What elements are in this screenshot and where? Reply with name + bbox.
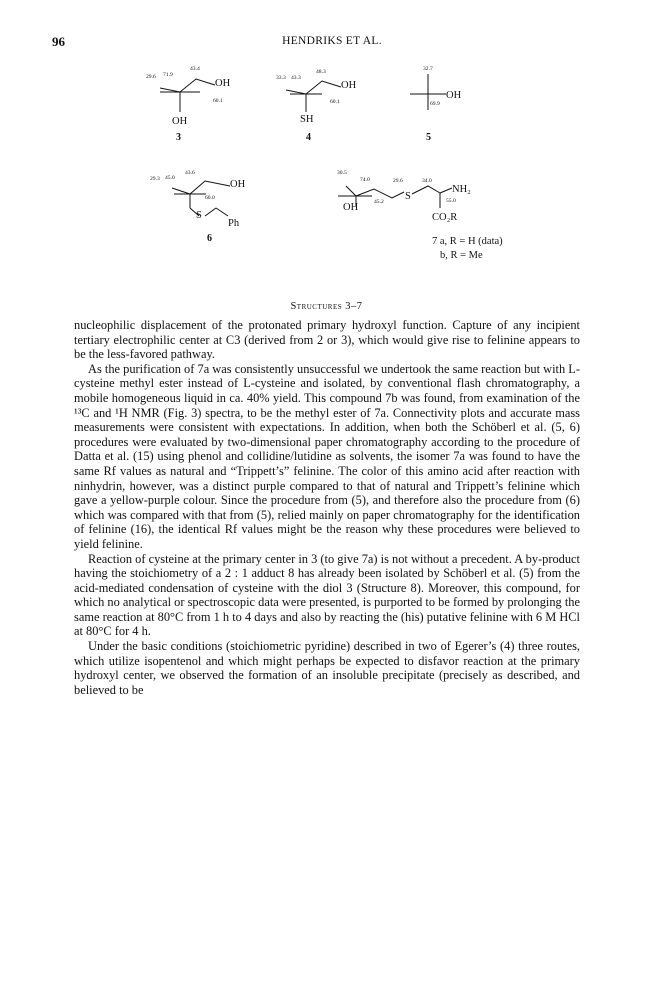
phenyl-label: Ph <box>228 218 240 229</box>
structures-caption: Structures 3–7 <box>290 301 363 312</box>
hydroxyl-label: OH <box>446 90 462 101</box>
compound-number: 4 <box>306 132 311 143</box>
carbon-chain <box>286 81 341 94</box>
structure-6 <box>150 170 246 244</box>
shift-label: 69.9 <box>430 101 440 107</box>
carbon-chain <box>172 181 230 194</box>
shift-label: 45.2 <box>374 199 384 205</box>
shift-label: 60.0 <box>205 195 215 201</box>
shift-label: 33.3 <box>276 75 286 81</box>
bond <box>440 188 452 193</box>
carbon-chain <box>160 79 215 92</box>
shift-label: 55.0 <box>446 198 456 204</box>
paragraph: As the purification of 7a was consistently unsuccessful we undertook the same reaction but with L-cysteine methyl ester instead of L-cysteine and isolated, by conventional flash chromatography, a mobile homogeneous liquid in ca. 40% yield. This compound 7b was found, from examination of the ¹³C and ¹H NMR (Fig. 3) spectra, to be the methyl ester of 7a. Connectivity plots and accurate mass measurements were consistent with expectations. In addition, when both the Schöberl et al. (5, 6) procedures were evaluated by two-dimensional paper chromatography according to the procedure of Datta et al. (15) using phenol and collidine/lutidine as solvents, the isomer 7a was found to have the same Rf values as natural and “Trippett’s” felinine. The color of this amino acid after reaction with ninhydrin, however, was a distinct purple compared to that of natural and Trippett’s felinine which gave a yellow-purple colour. Since the procedure from (5), and therefore also the procedure from (6) which was compared with that from (5), relied mainly on paper chromatography for the identification of felinine (16), the identical Rf values might be the reason why these procedures were believed to yield felinine. <box>74 361 580 551</box>
body-text <box>74 318 580 697</box>
shift-label: 45.0 <box>165 175 175 181</box>
chemical-structures <box>0 58 653 308</box>
thiol-label: SH <box>300 114 314 125</box>
legend-7b: b, R = Me <box>440 250 483 261</box>
shift-label: 29.3 <box>150 176 160 182</box>
paragraph: Reaction of cysteine at the primary center in 3 (to give 7a) is not without a precedent. A by-product having the stoichiometry of a 2 : 1 adduct 8 has already been isolated by Schöberl et al. (5) from the acid-mediated condensation of cysteine with the diol 3 (Structure 8). Moreover, this compound, for which no analytical or spectroscopic data were presented, is purported to be formed by prolonging the same reaction at 80°C from 1 h to 4 days and also by reacting the (his) putative felinine with 6 M HCl at 80°C for 4 h. <box>74 551 580 639</box>
bond <box>205 208 216 216</box>
shift-label: 30.5 <box>337 170 347 176</box>
bond <box>216 208 228 216</box>
shift-label: 32.7 <box>423 66 433 72</box>
shift-label: 60.1 <box>330 99 340 105</box>
shift-label: 29.6 <box>393 178 403 184</box>
compound-number: 5 <box>426 132 431 143</box>
shift-label: 48.3 <box>316 69 326 75</box>
structure-3 <box>146 66 231 143</box>
shift-label: 71.9 <box>163 72 173 78</box>
shift-label: 43.4 <box>190 66 200 72</box>
page-header <box>52 34 612 54</box>
paragraph: nucleophilic displacement of the protonated primary hydroxyl function. Capture of any incipient tertiary electrophilic center at C3 (derived from 2 or 3), which would give rise to felinine appears to be the less-favored pathway. <box>74 318 580 362</box>
hydroxyl-label: OH <box>230 179 246 190</box>
shift-label: 74.0 <box>360 177 370 183</box>
hydroxyl-label: OH <box>343 202 359 213</box>
carbon-chain <box>412 186 440 194</box>
sulfur-label: S <box>405 191 411 202</box>
running-head: HENDRIKS ET AL. <box>282 35 382 47</box>
hydroxyl-label: OH <box>341 80 357 91</box>
compound-number: 3 <box>176 132 181 143</box>
shift-label: 43.6 <box>185 170 195 176</box>
page-number: 96 <box>52 34 65 49</box>
structure-7 <box>337 170 503 261</box>
carboxyl-label: CO₂R <box>432 212 458 223</box>
hydroxyl-label: OH <box>215 78 231 89</box>
amino-label: NH₂ <box>452 184 471 195</box>
structure-4 <box>276 69 357 143</box>
hydroxyl-label: OH <box>172 116 188 127</box>
shift-label: 43.3 <box>291 75 301 81</box>
compound-number: 6 <box>207 233 212 244</box>
shift-label: 29.6 <box>146 74 156 80</box>
shift-label: 34.0 <box>422 178 432 184</box>
paragraph: Under the basic conditions (stoichiometric pyridine) described in two of Egerer’s (4) three routes, which utilize isopentenol and which might perhaps be expected to disfavor reaction at the primary hydroxyl center, we observed the formation of an insoluble precipitate (precisely as described, and believed to be <box>74 639 580 697</box>
shift-label: 60.1 <box>213 98 223 104</box>
structure-5 <box>410 66 462 143</box>
legend-7a: 7 a, R = H (data) <box>432 236 503 247</box>
sulfur-label: S <box>196 210 202 221</box>
